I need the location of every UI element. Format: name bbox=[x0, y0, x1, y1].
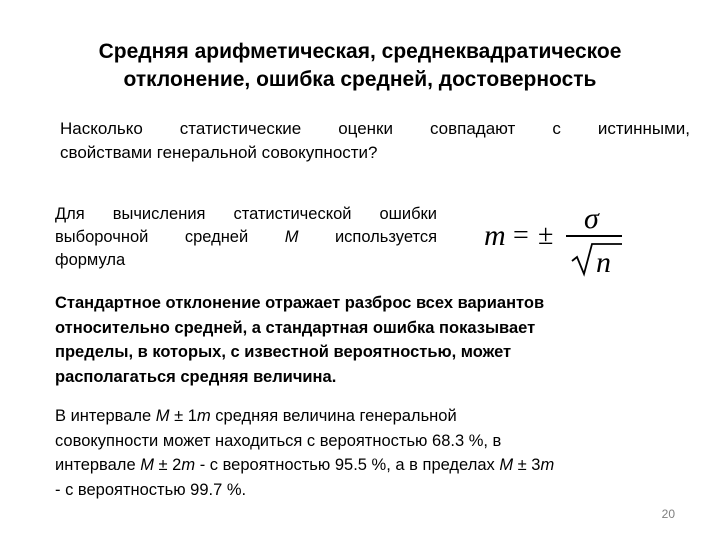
interval-l1-m: М bbox=[155, 407, 170, 425]
formula-n: n bbox=[596, 246, 611, 279]
formula-sigma: σ bbox=[584, 202, 599, 235]
interval-line-2: совокупности может находиться с вероятностью 68.3 %, в bbox=[55, 431, 502, 450]
interval-paragraph bbox=[55, 404, 685, 502]
formula-intro-line-3: формула bbox=[55, 251, 126, 269]
std-line-1: Стандартное отклонение отражает разброс всех вариантов bbox=[55, 294, 545, 312]
interval-l3-mm2: m bbox=[540, 456, 555, 474]
interval-l1-a: В интервале bbox=[55, 407, 156, 425]
interval-l1-b: ± 1 bbox=[169, 407, 197, 425]
interval-l3-c: - с вероятностью 95.5 %, а в пределах bbox=[195, 456, 500, 474]
formula-m: m bbox=[484, 219, 506, 252]
page-number: 20 bbox=[661, 507, 675, 521]
interval-l3-m: М bbox=[140, 456, 154, 474]
formula-intro-line-2 bbox=[55, 226, 437, 249]
mean-symbol: М bbox=[284, 228, 299, 246]
question-line-2: свойствами генеральной совокупности? bbox=[60, 143, 378, 162]
std-line-3: пределы, в которых, с известной вероятностью, может bbox=[55, 343, 512, 361]
interval-line-3 bbox=[55, 453, 685, 478]
interval-line-1 bbox=[55, 404, 685, 429]
slide-title bbox=[40, 38, 680, 94]
interval-l1-mm: m bbox=[196, 407, 211, 425]
interval-l1-c: средняя величина генеральной bbox=[210, 407, 457, 425]
std-line-4: располагаться средняя величина. bbox=[55, 367, 337, 386]
formula-intro-line-2b: используется bbox=[298, 228, 438, 246]
formula-intro-line-2a: выборочной средней bbox=[55, 228, 285, 246]
interval-l3-mm: m bbox=[181, 456, 196, 474]
formula-plusminus: ± bbox=[538, 220, 554, 251]
formula-intro-paragraph bbox=[55, 203, 437, 272]
title-line-2: отклонение, ошибка средней, достоверность bbox=[123, 68, 597, 91]
formula-svg bbox=[480, 196, 640, 286]
question-line-1: Насколько статистические оценки совпадают с истинными, bbox=[60, 119, 690, 138]
formula-intro-line-1: Для вычисления статистической ошибки bbox=[55, 205, 437, 223]
title-line-1: Средняя арифметическая, среднеквадратическое bbox=[98, 40, 622, 63]
interval-line-4: - с вероятностью 99.7 %. bbox=[55, 480, 247, 499]
std-line-2: относительно средней, а стандартная ошибка показывает bbox=[55, 318, 536, 337]
std-deviation-paragraph bbox=[55, 291, 665, 389]
interval-l3-a: интервале bbox=[55, 456, 141, 474]
interval-l3-m2: М bbox=[499, 456, 514, 474]
interval-l3-d: ± 3 bbox=[513, 456, 541, 474]
formula-equals: = bbox=[513, 220, 529, 251]
standard-error-formula bbox=[480, 196, 640, 286]
interval-l3-b: ± 2 bbox=[153, 456, 182, 474]
question-paragraph bbox=[60, 117, 690, 165]
